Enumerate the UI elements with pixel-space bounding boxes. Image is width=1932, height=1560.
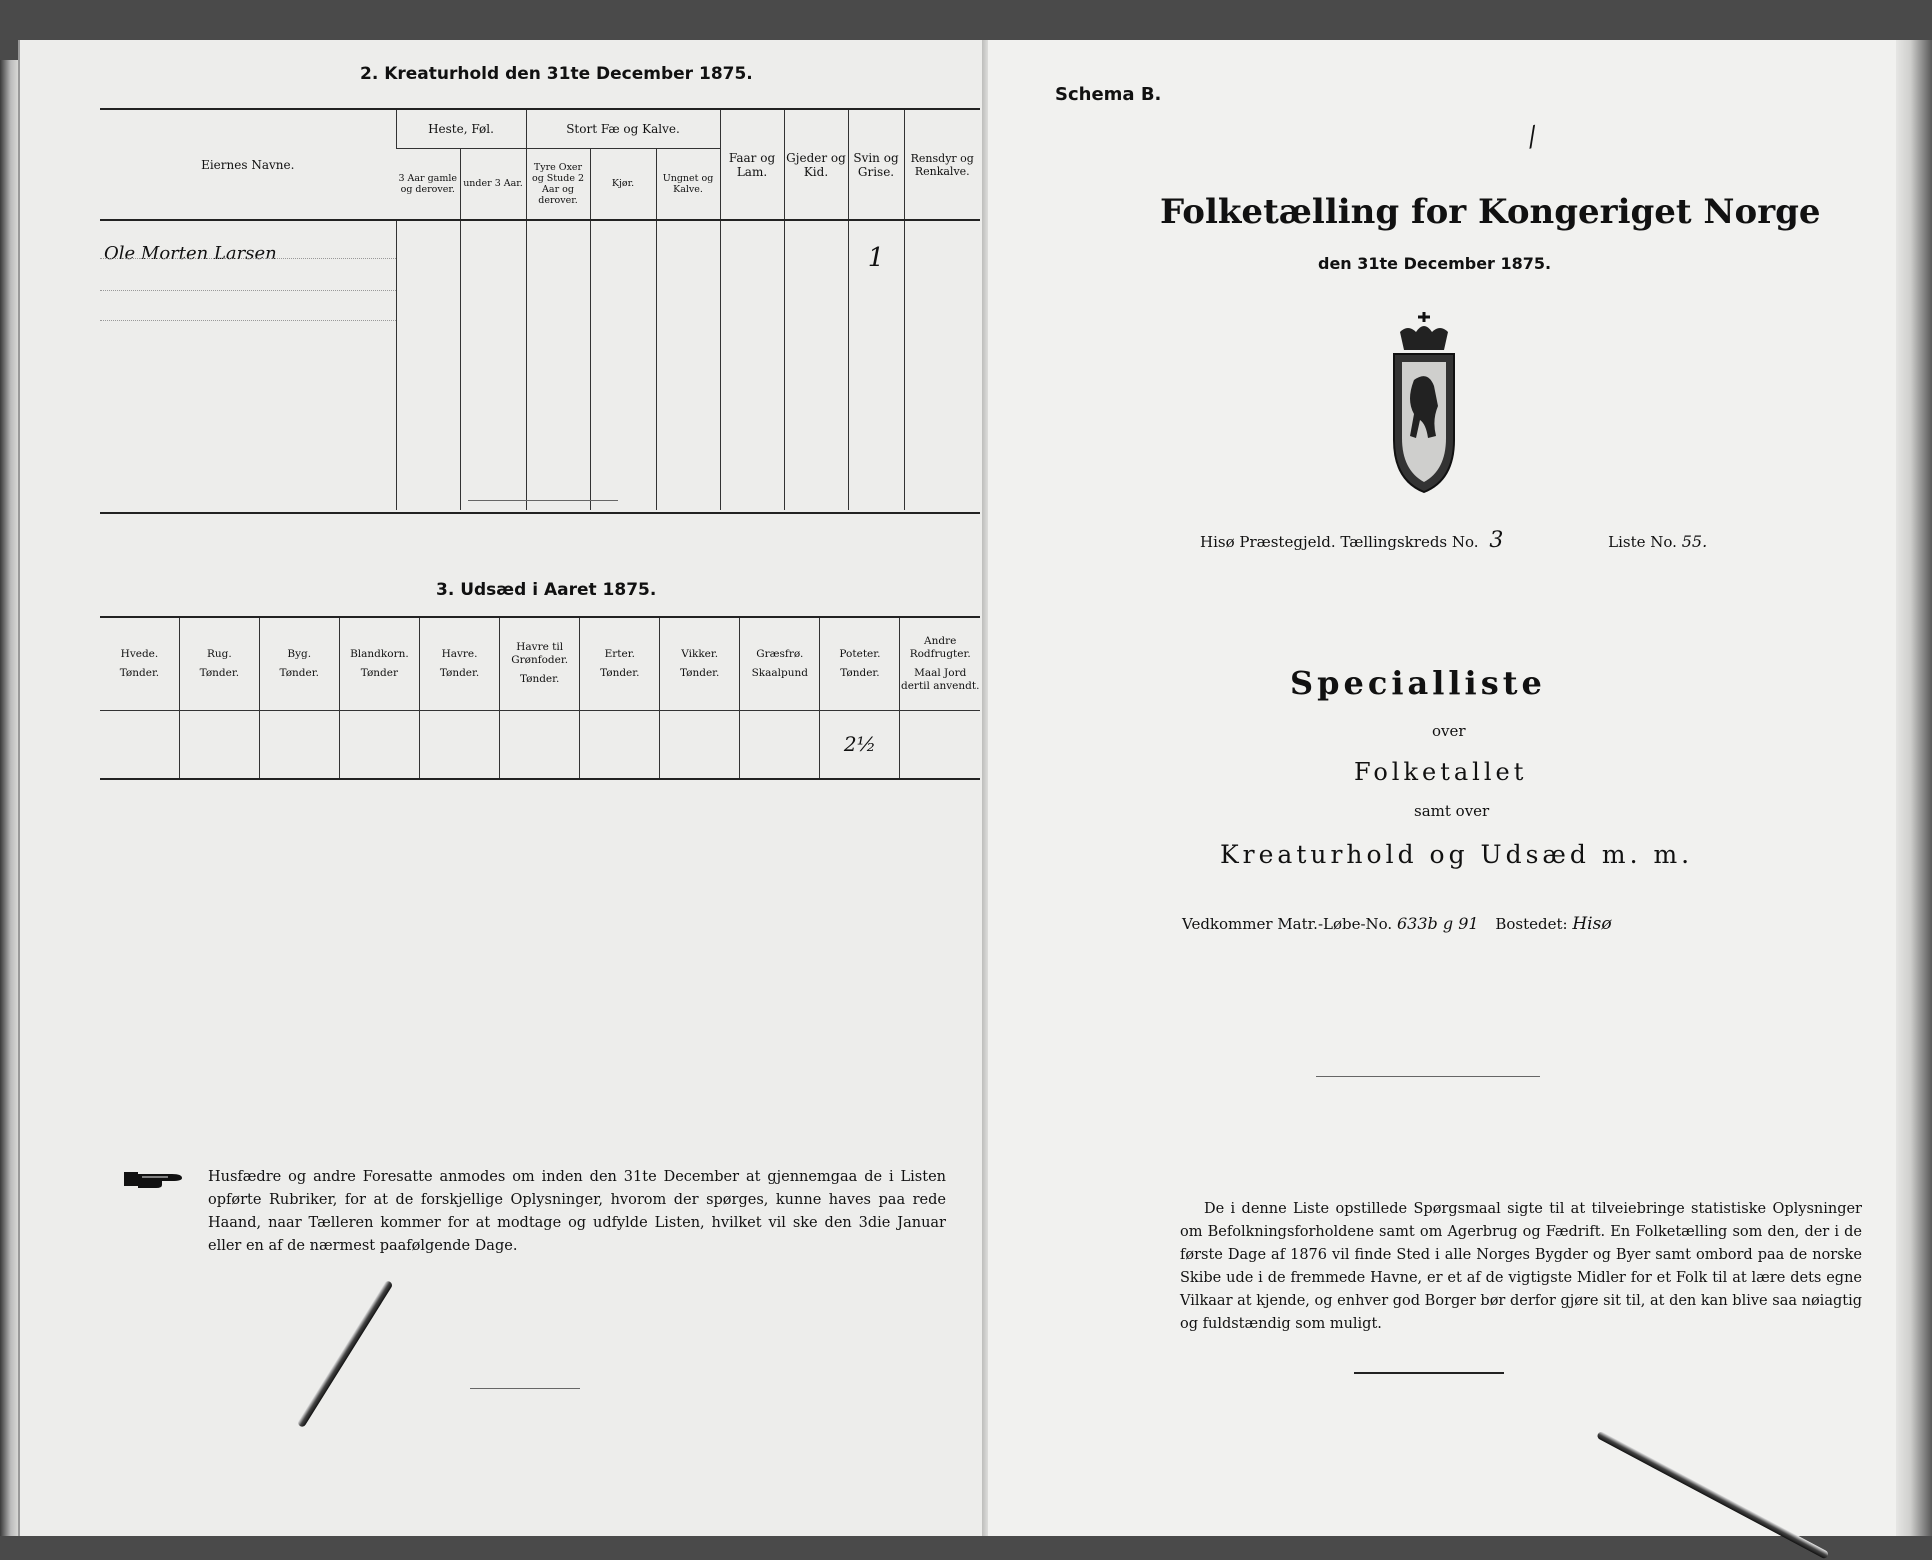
seed-col-0 <box>100 618 179 710</box>
seed-cell-7 <box>660 710 740 778</box>
seed-col-name: Havre. <box>441 647 478 660</box>
seed-col-unit: Tønder. <box>199 666 240 679</box>
schema-label: Schema B. <box>1055 84 1162 105</box>
kreds-number: 3 <box>1489 528 1504 553</box>
seed-col-name: Andre Rodfrugter. <box>909 634 971 660</box>
col-heste-a: 3 Aar gamle og derover. <box>398 172 458 195</box>
seed-cell-9 <box>820 710 900 778</box>
seed-col-name: Hvede. <box>120 647 159 660</box>
seed-col-name: Rug. <box>206 647 232 660</box>
seed-cell-2 <box>259 710 339 778</box>
seed-cell-10 <box>900 710 980 778</box>
section2-title: 2. Kreaturhold den 31te December 1875. <box>360 64 753 84</box>
seed-cell-6 <box>580 710 660 778</box>
kreaturhold-heading: Kreaturhold og Udsæd m. m. <box>1220 840 1694 869</box>
seed-col-unit: Tønder. <box>279 666 319 679</box>
col-faar: Faar og Lam. <box>720 110 784 220</box>
samt-over-text: samt over <box>1414 802 1490 820</box>
seed-col-unit: Tønder. <box>439 666 480 679</box>
specialliste-heading: Specialliste <box>1290 664 1546 702</box>
seed-cell-3 <box>339 710 419 778</box>
coat-of-arms-icon <box>1388 310 1460 494</box>
seed-col-6 <box>580 618 660 710</box>
seed-col-unit: Skaalpund <box>751 666 808 679</box>
divider-2 <box>470 1388 580 1389</box>
over-text: over <box>1432 722 1466 740</box>
col-svin: Svin og Grise. <box>848 110 904 220</box>
seed-col-name: Græsfrø. <box>756 647 804 660</box>
bosted-value: Hisø <box>1572 914 1612 934</box>
seed-cell-8 <box>740 710 820 778</box>
col-rensdyr: Rensdyr og Renkalve. <box>904 110 980 220</box>
parish-line: Hisø Præstegjeld. Tællingskreds No. 3 Liste No. 55. <box>1200 528 1708 553</box>
col-heste-b: under 3 Aar. <box>460 148 526 220</box>
seed-col-10 <box>900 618 980 710</box>
seed-col-unit: Tønder. <box>679 666 720 679</box>
seed-cell-0 <box>100 710 179 778</box>
notice-text: Husfædre og andre Foresatte anmodes om inden den 31te December at gjennemgaa de i Listen opførte Rubriker, for at de forskjellige Oplysninger, hvorom der spørges, kunne haves paa rede Haand, naar Tælleren kommer for at modtage og udfylde Listen, hvilket vil ske den 3die Januar eller en af de nærmest paafølgende Dage. <box>208 1169 946 1254</box>
col-stort-a: Tyre Oxer og Stude 2 Aar og derover. <box>526 148 590 220</box>
document-title: Folketælling for Kongeriget Norge <box>1160 192 1821 232</box>
col-heste: Heste, Føl. <box>396 110 526 148</box>
livestock-table <box>100 110 980 510</box>
poteter-value: 2½ <box>843 732 876 757</box>
seed-col-4 <box>420 618 500 710</box>
divider-3 <box>1316 1076 1540 1077</box>
seed-col-2 <box>259 618 339 710</box>
intro-paragraph: De i denne Liste opstillede Spørgsmaal sigte til at tilveiebringe statistiske Oplysninger om Befolkningsforholdene samt om Agerbrug og Fædrift. En Folketælling som den, der i de første Dage af 1876 vil finde Sted i alle Norges Bygder og Byer samt ombord paa de norske Skibe ude i de fremmede Havne, er et af de vigtigste Midler for et Folk til at lære dets egne Vilkaar at kjende, og enhver god Borger bør derfor gjøre sit til, at den kan blive saa nøiagtig og fuldstændig som muligt. <box>1180 1201 1862 1332</box>
matr-line: Vedkommer Matr.-Løbe-No. 633b g 91 Bostedet: Hisø <box>1182 914 1612 934</box>
book-edge-left <box>0 60 18 1536</box>
seed-col-unit: Tønder. <box>519 673 560 686</box>
seed-cell-4 <box>420 710 500 778</box>
seed-col-5 <box>499 618 579 710</box>
document-date: den 31te December 1875. <box>1318 254 1552 273</box>
col-gjeder: Gjeder og Kid. <box>784 110 848 220</box>
seed-col-unit: Tønder <box>360 666 398 679</box>
matr-number: 633b g 91 <box>1397 914 1479 933</box>
book-edge-right <box>1896 40 1932 1536</box>
seed-cell-1 <box>179 710 259 778</box>
pointing-hand-icon <box>122 1168 184 1190</box>
pencil-mark: / <box>1523 121 1542 153</box>
seed-col-8 <box>740 618 820 710</box>
seed-cell-5 <box>499 710 579 778</box>
seed-table <box>100 618 980 778</box>
seed-col-unit: Tønder. <box>119 666 160 679</box>
folketallet-heading: Folketallet <box>1354 758 1528 786</box>
col-stort-c: Ungnet og Kalve. <box>656 148 720 220</box>
section3-title: 3. Udsæd i Aaret 1875. <box>436 580 657 600</box>
col-owner: Eiernes Navne. <box>201 157 295 172</box>
seed-col-name: Vikker. <box>681 647 719 660</box>
seed-col-name: Erter. <box>604 647 635 660</box>
col-stort: Stort Fæ og Kalve. <box>526 110 720 148</box>
seed-col-unit: Maal Jord dertil anvendt. <box>900 666 980 692</box>
seed-col-1 <box>179 618 259 710</box>
seed-col-unit: Tønder. <box>600 666 640 679</box>
seed-col-name: Byg. <box>287 647 312 660</box>
seed-col-name: Havre til Grønfoder. <box>511 641 569 667</box>
liste-number: 55. <box>1681 532 1708 551</box>
svin-count: 1 <box>867 243 885 273</box>
seed-col-7 <box>660 618 740 710</box>
seed-col-9 <box>820 618 900 710</box>
seed-col-name: Blandkorn. <box>350 647 409 660</box>
divider-1 <box>468 500 618 501</box>
seed-col-3 <box>339 618 419 710</box>
seed-col-unit: Tønder. <box>840 666 880 679</box>
col-stort-b: Kjør. <box>590 148 656 220</box>
seed-col-name: Poteter. <box>839 647 881 660</box>
divider-4 <box>1354 1372 1504 1374</box>
owner-name: Ole Morten Larsen <box>104 243 277 264</box>
